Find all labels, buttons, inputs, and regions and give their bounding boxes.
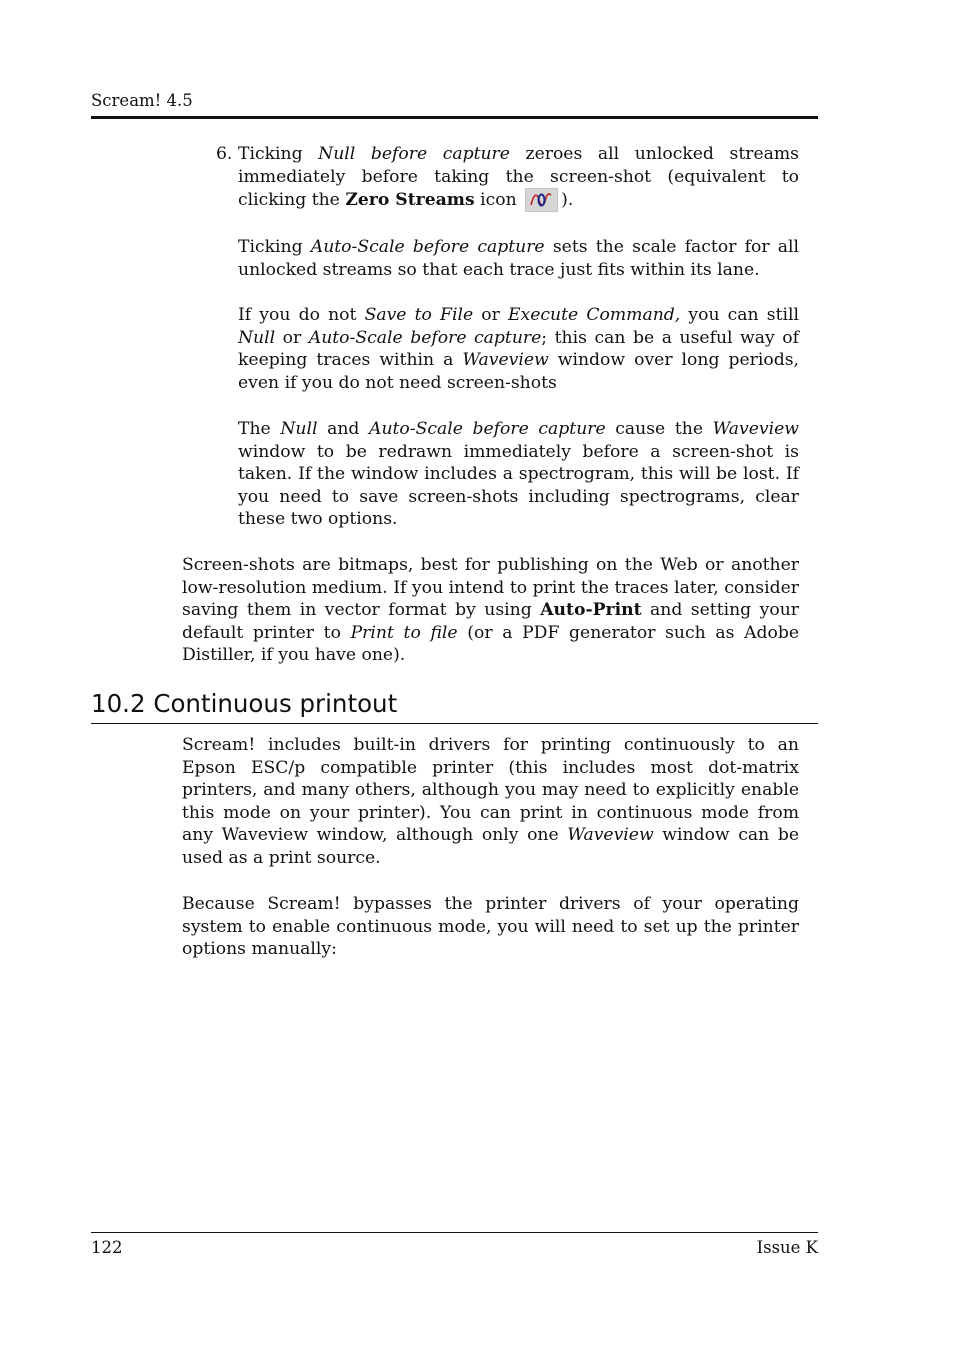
page-number: 122 xyxy=(91,1238,123,1257)
issue-label: Issue K xyxy=(756,1238,818,1257)
list-number: 6. xyxy=(216,144,233,164)
paragraph-continuous-drivers: Scream! includes built-in drivers for printing continuously to an Epson ESC/p compatible printer (this includes most dot-matrix printers, and many others, although you may need to explicitly enable this mode on your printer). You can print in continuous mode from any Waveview window, although only one Waveview window can be used as a print source. xyxy=(182,735,799,868)
list-paragraph-save-to-file: If you do not Save to File or Execute Command, you can still Null or Auto-Scale before capture; this can be a useful way of keeping traces within a Waveview window over long periods, even if you do not need screen-shots xyxy=(238,305,800,393)
list-paragraph-auto-scale: Ticking Auto-Scale before capture sets the scale factor for all unlocked streams so that each trace just fits within its lane. xyxy=(238,237,800,280)
running-header: Scream! 4.5 xyxy=(91,91,193,110)
section-heading: 10.2 Continuous printout xyxy=(91,689,398,718)
header-rule xyxy=(91,116,818,119)
zero-streams-icon xyxy=(525,188,558,212)
list-paragraph-redraw-warning: The Null and Auto-Scale before capture cause the Waveview window to be redrawn immediately before a screen-shot is taken. If the window includes a spectrogram, this will be lost. If you need to save screen-shots including spectrograms, clear these two options. xyxy=(238,419,800,530)
paragraph-screenshots-bitmaps: Screen-shots are bitmaps, best for publishing on the Web or another low-resolution medium. If you intend to print the traces later, consider saving them in vector format by using Auto-Print and setting your default printer to Print to file (or a PDF generator such as Adobe Distiller, if you have one). xyxy=(182,555,800,666)
paragraph-bypass-drivers: Because Scream! bypasses the printer drivers of your operating system to enable continuous mode, you will need to set up the printer options manually: xyxy=(182,894,799,960)
section-rule xyxy=(91,723,818,724)
footer-rule xyxy=(91,1232,818,1233)
list-paragraph-null-before-capture: Ticking Null before capture zeroes all unlocked streams immediately before taking the screen-shot (equivalent to clicking the Zero Streams icon ). xyxy=(238,144,799,211)
